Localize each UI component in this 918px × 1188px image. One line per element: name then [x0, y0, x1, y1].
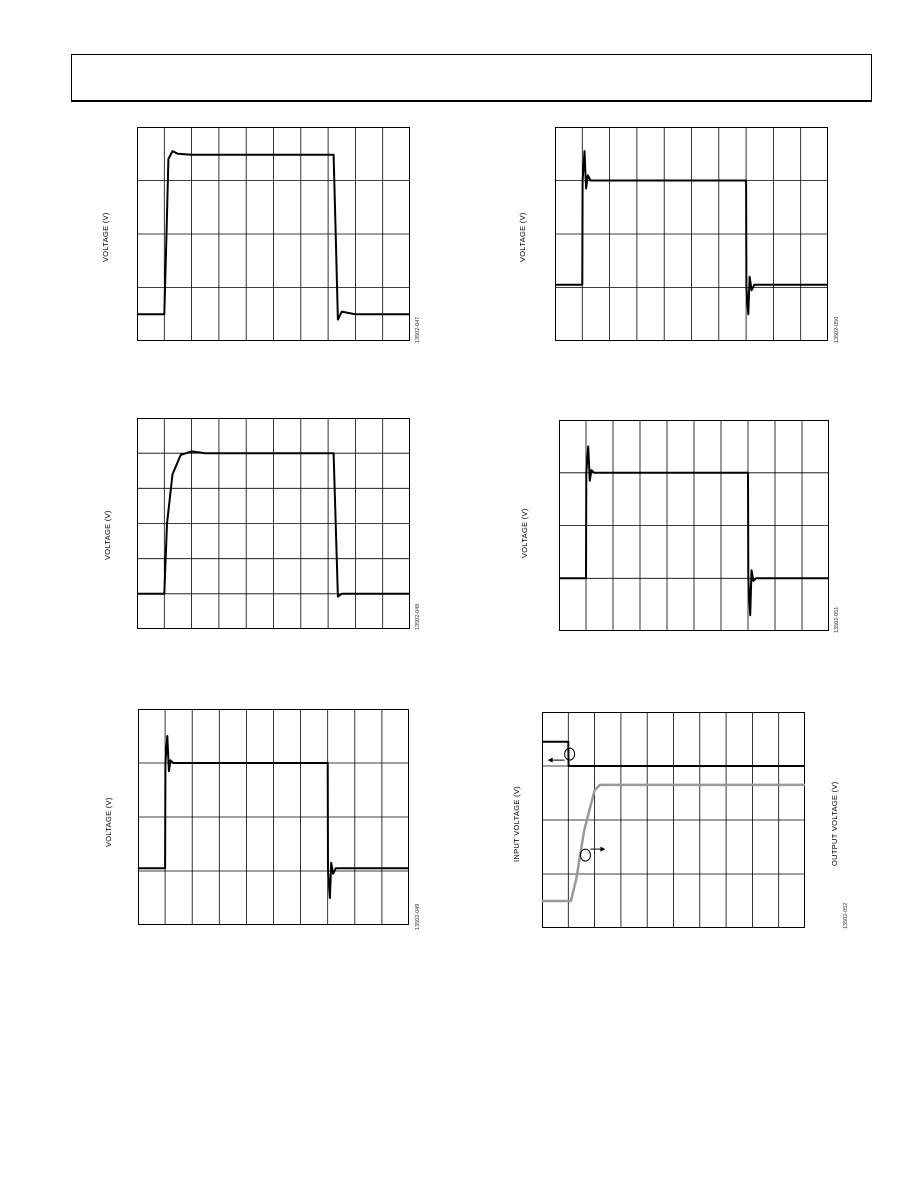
- figure-6-number: 13502-052: [843, 902, 849, 929]
- figure-5-number: 13502-049: [415, 903, 421, 930]
- figure-4: [559, 420, 829, 631]
- figure-5-plot: [138, 709, 409, 925]
- figure-6: [542, 712, 805, 928]
- figure-2-ylabel: VOLTAGE (V): [518, 212, 527, 262]
- figure-5-ylabel: VOLTAGE (V): [104, 797, 113, 847]
- figure-5: [138, 709, 409, 925]
- figure-4-plot: [559, 420, 829, 631]
- figure-3-plot: [137, 418, 410, 629]
- figure-1: [137, 127, 410, 341]
- figure-2-number: 13502-050: [834, 316, 840, 343]
- figure-1-plot: [137, 127, 410, 341]
- figure-3-number: 13502-048: [415, 603, 421, 630]
- figure-3-ylabel: VOLTAGE (V): [103, 510, 112, 560]
- page-header-box: [71, 54, 872, 102]
- figure-4-number: 13502-051: [834, 606, 840, 633]
- figure-6-ylabel-input: INPUT VOLTAGE (V): [512, 786, 521, 862]
- figure-4-ylabel: VOLTAGE (V): [520, 508, 529, 558]
- figure-1-ylabel: VOLTAGE (V): [101, 212, 110, 262]
- figure-2: [555, 127, 828, 341]
- figure-6-plot: [542, 712, 805, 928]
- figure-3: [137, 418, 410, 629]
- figure-2-plot: [555, 127, 828, 341]
- figure-1-number: 13502-047: [415, 316, 421, 343]
- figure-6-ylabel-output: OUTPUT VOLTAGE (V): [830, 781, 839, 866]
